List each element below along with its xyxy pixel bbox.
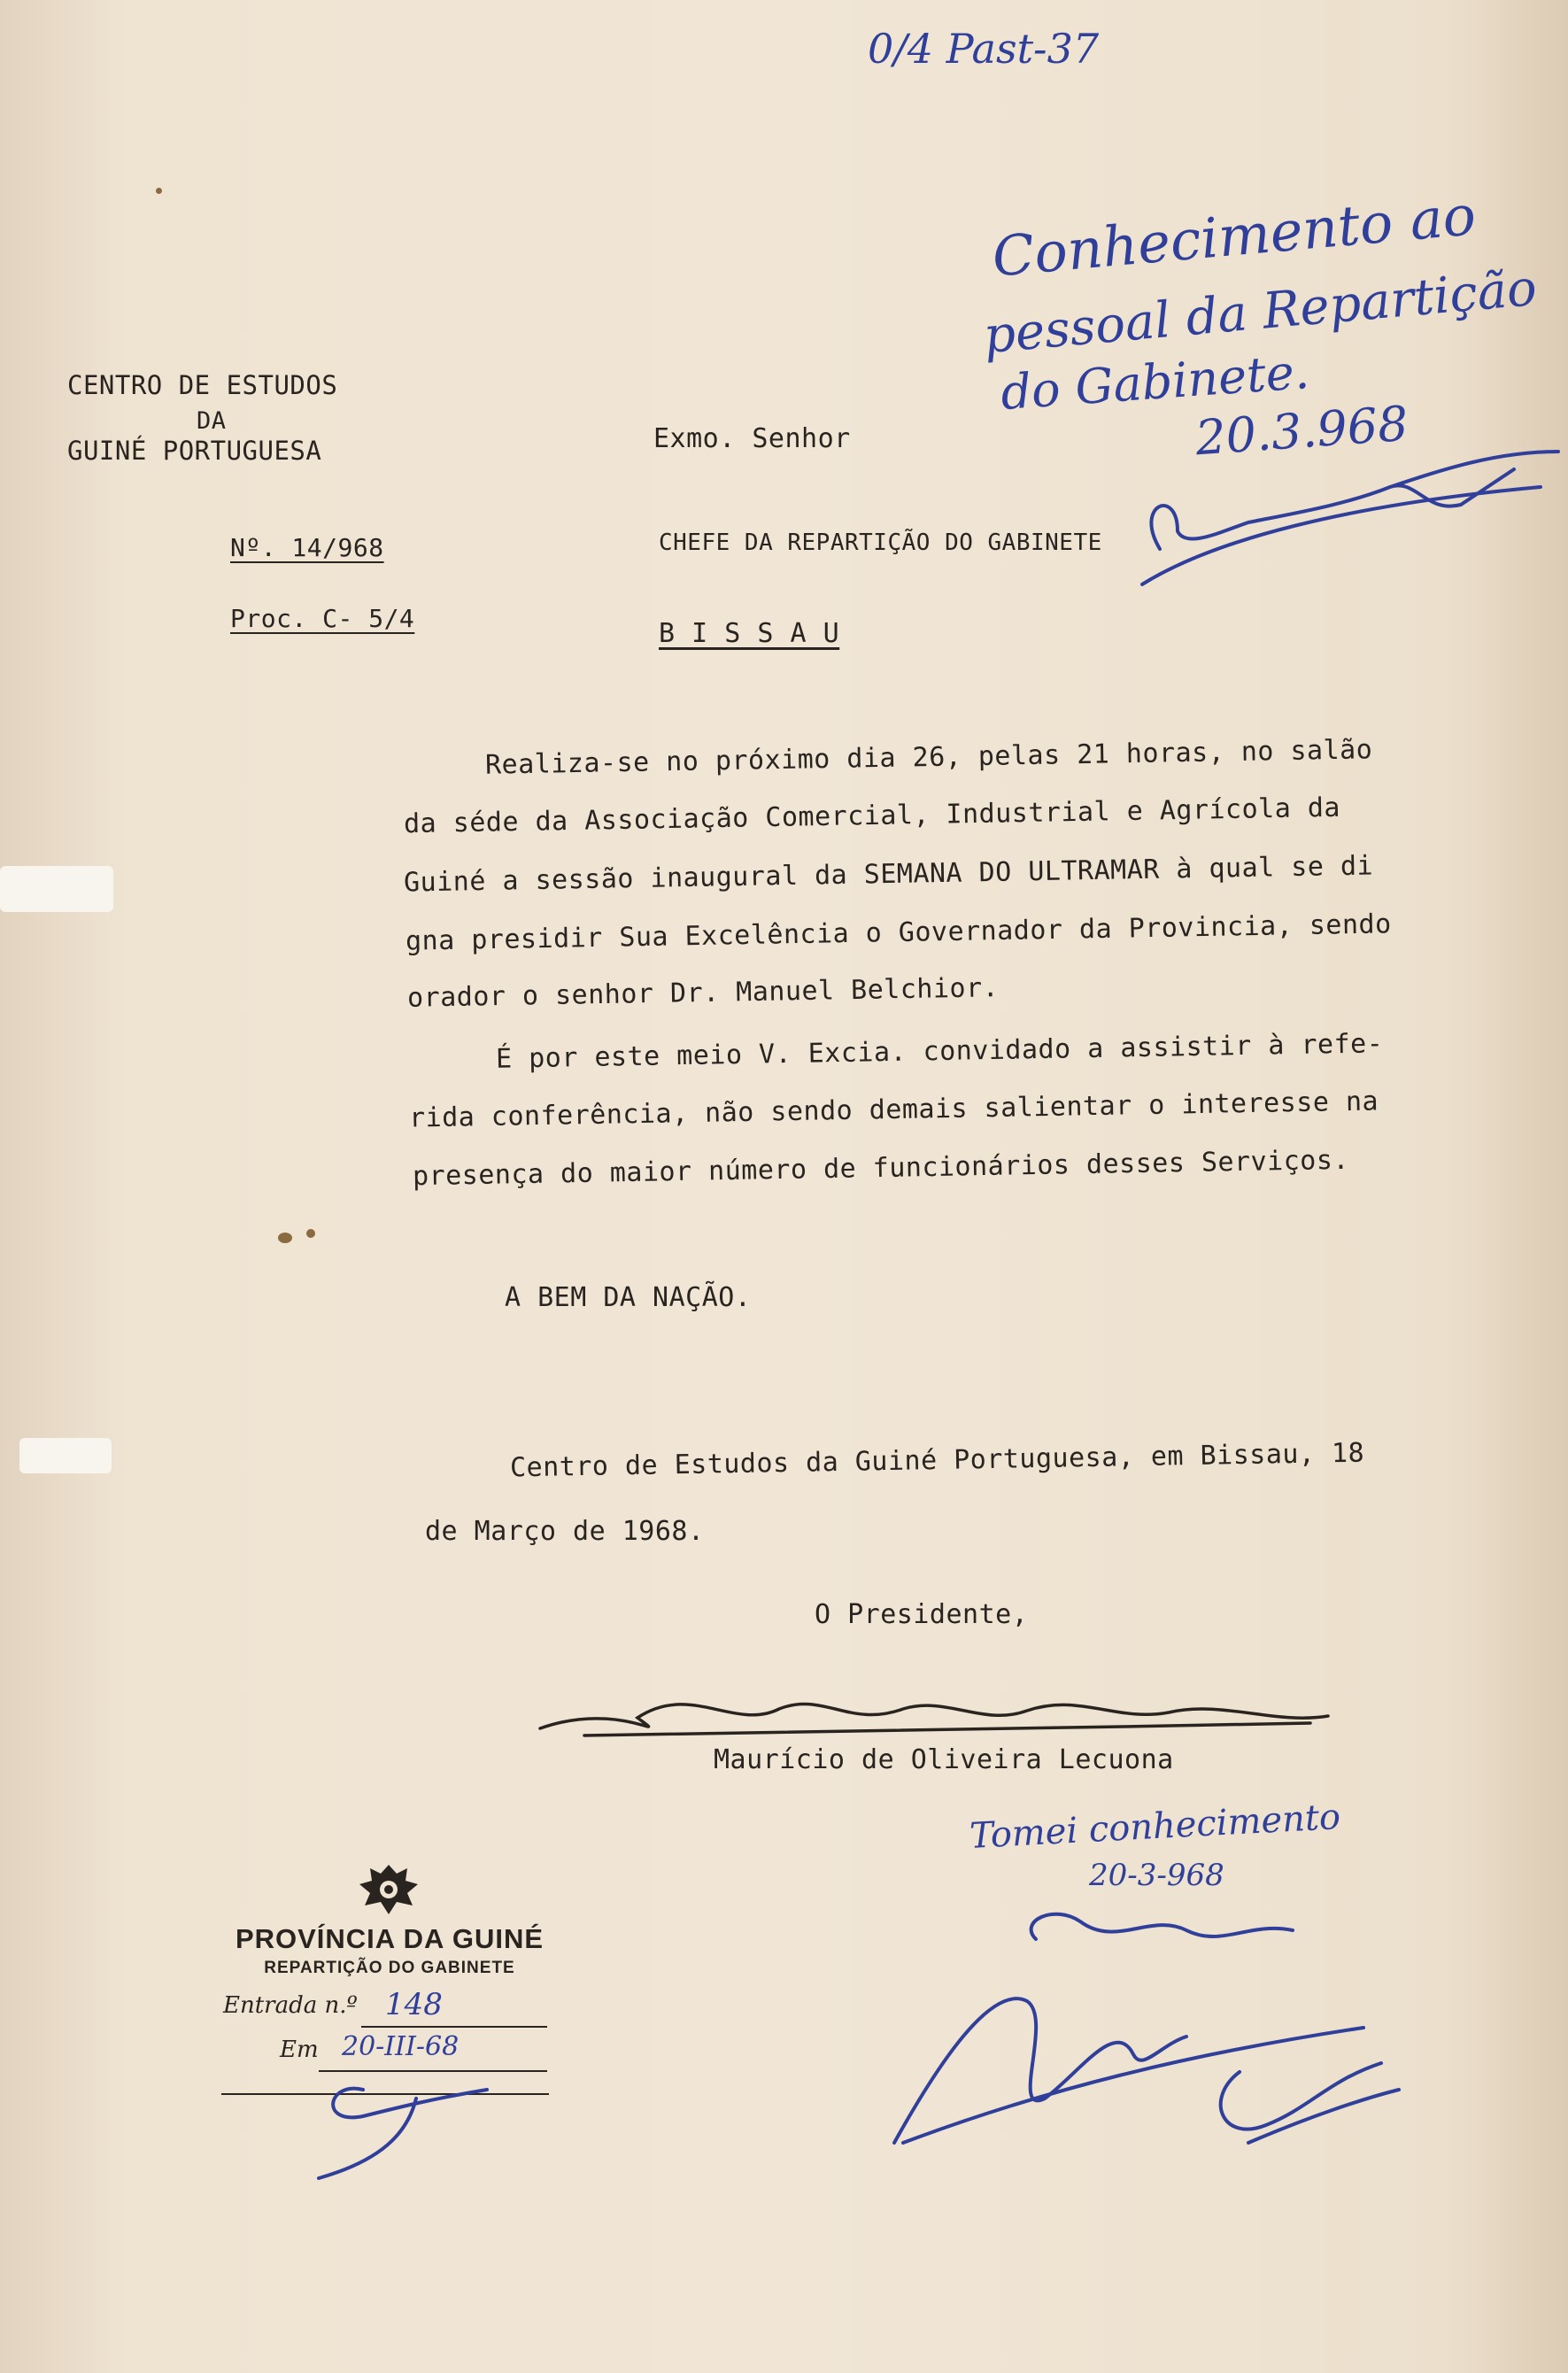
stamp-subtitle: REPARTIÇÃO DO GABINETE bbox=[264, 1959, 515, 1977]
recipient-salutation: Exmo. Senhor bbox=[653, 423, 851, 454]
margin-note-line2: pessoal da Repartição bbox=[981, 259, 1540, 366]
signatory-name: Maurício de Oliveira Lecuona bbox=[714, 1744, 1174, 1775]
body-p2-line1: É por este meio V. Excia. convidado a assistir à refe- bbox=[495, 1028, 1384, 1075]
sender-line3: GUINÉ PORTUGUESA bbox=[67, 436, 322, 466]
paper-tear bbox=[0, 866, 113, 912]
body-p2-line3: presença do maior número de funcionários desses Serviços. bbox=[412, 1144, 1350, 1193]
acknowledgement-signatures bbox=[868, 1886, 1417, 2160]
margin-note-line1: Conhecimento ao bbox=[989, 182, 1479, 290]
president-signature bbox=[531, 1647, 1381, 1744]
recipient-title: CHEFE DA REPARTIÇÃO DO GABINETE bbox=[659, 529, 1102, 556]
body-p1-line1: Realiza-se no próximo dia 26, pelas 21 horas, no salão bbox=[484, 734, 1373, 781]
ink-stain bbox=[306, 1229, 315, 1238]
margin-note-line3: do Gabinete. bbox=[999, 343, 1311, 421]
ink-stain bbox=[156, 188, 162, 194]
margin-note-signature bbox=[1124, 434, 1567, 593]
recipient-city: B I S S A U bbox=[659, 618, 840, 649]
paper-tear bbox=[19, 1438, 112, 1473]
body-p2-line2: rida conferência, não sendo demais salientar o interesse na bbox=[408, 1086, 1379, 1134]
signatory-role: O Presidente, bbox=[815, 1599, 1029, 1630]
ink-stain bbox=[278, 1233, 292, 1243]
sender-line2: DA bbox=[197, 407, 227, 435]
stamp-date-value: 20-III-68 bbox=[342, 2031, 460, 2062]
top-handwritten-note: 0/4 Past-37 bbox=[868, 25, 1100, 73]
body-p1-line3: Guiné a sessão inaugural da SEMANA DO ULTRAMAR à qual se di bbox=[403, 850, 1374, 899]
repartition-stamp bbox=[212, 1923, 567, 1978]
body-p1-line5: orador o senhor Dr. Manuel Belchior. bbox=[406, 972, 1000, 1014]
reference-number: Nº. 14/968 bbox=[230, 533, 384, 562]
stamp-entry-label: Entrada n.º bbox=[223, 1992, 358, 2019]
stamp-entry-value: 148 bbox=[385, 1987, 443, 2022]
stamp-entry-line bbox=[361, 2026, 547, 2028]
acknowledgement-date: 20-3-968 bbox=[1089, 1858, 1224, 1893]
closing-formula: A BEM DA NAÇÃO. bbox=[505, 1282, 752, 1313]
body-p1-line4: gna presidir Sua Excelência o Governador da Provincia, sendo bbox=[405, 908, 1392, 957]
margin-note-date: 20.3.968 bbox=[1193, 395, 1410, 467]
stamp-initials bbox=[292, 2063, 558, 2187]
body-p1-line2: da séde da Associação Comercial, Industrial e Agrícola da bbox=[403, 792, 1341, 840]
stamp-date-label: Em bbox=[280, 2037, 319, 2063]
stamp-title: PROVÍNCIA DA GUINÉ bbox=[235, 1923, 545, 1954]
process-number: Proc. C- 5/4 bbox=[230, 604, 415, 633]
coat-of-arms-icon bbox=[351, 1859, 427, 1921]
sender-line1: CENTRO DE ESTUDOS bbox=[67, 370, 338, 400]
place-date-line1: Centro de Estudos da Guiné Portuguesa, em Bissau, 18 bbox=[509, 1437, 1365, 1484]
place-date-line2: de Março de 1968. bbox=[425, 1516, 705, 1547]
acknowledgement-line1: Tomei conhecimento bbox=[969, 1797, 1342, 1857]
